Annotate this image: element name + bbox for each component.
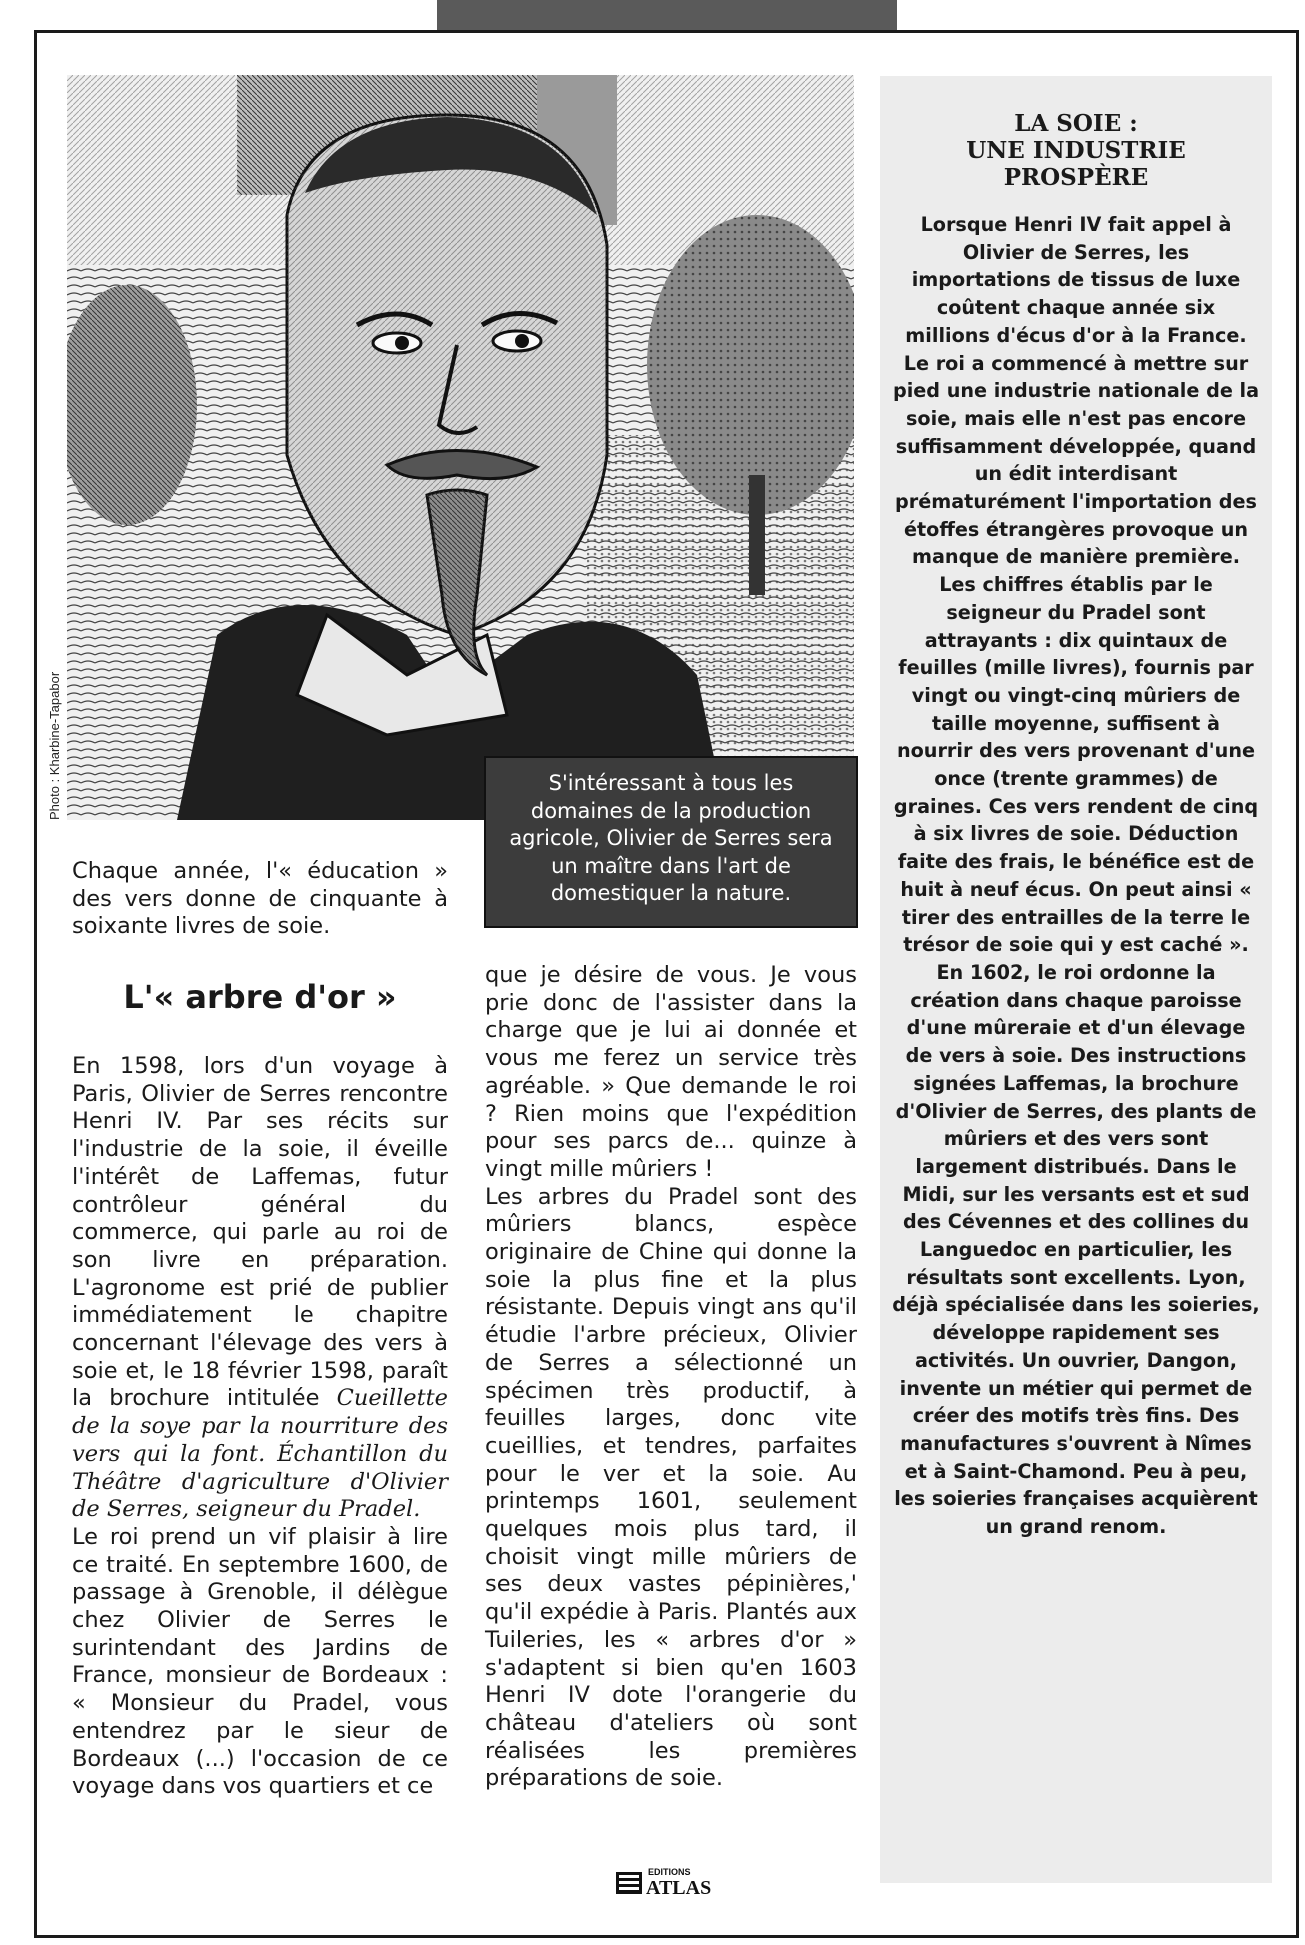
left-paragraph-1 [72,1053,448,1524]
logo-editions: EDITIONS [648,1867,691,1877]
middle-paragraph-2: Les arbres du Pradel sont des mûriers blancs, espèce originaire de Chine qui donne la soie la plus fine et la plus résistante. Depuis vingt ans qu'il étudie l'arbre précieux, Olivier de Serres a sélectionné un spécimen très productif, à feuilles larges, donc vite cueillies, et tendres, parfaites pour le ver et la soie. Au printemps 1601, seulement quelques mois plus tard, il choisit vingt mille mûriers de ses deux vastes pépinières,' qu'il expédie à Paris. Plantés aux Tuileries, les « arbres d'or » s'adaptent si bien qu'en 1603 Henri IV dote l'orangerie du château d'ateliers où sont réalisées les premières préparations de soie. [485,1183,857,1792]
section-title: L'« arbre d'or » [123,978,397,1016]
portrait-illustration [67,75,854,820]
image-caption: S'intéressant à tous les domaines de la production agricole, Olivier de Serres sera un maître dans l'art de domestiquer la nature. [484,756,858,928]
middle-paragraph-1: que je désire de vous. Je vous prie donc de l'assister dans la charge que je lui ai donnée et vous me ferez un service très agréable. » Que demande le roi ? Rien moins que l'expédition pour ses parcs de... quinze à vingt mille mûriers ! [485,962,857,1182]
left-column [72,1053,448,1801]
logo-atlas: ATLAS [646,1877,712,1896]
photo-credit: Photo : Kharbine-Tapabor [47,671,62,820]
left-paragraph-1-text: En 1598, lors d'un voyage à Paris, Olivier de Serres rencontre Henri IV. Par ses récits sur l'industrie de la soie, il éveille l'intérêt de Laffemas, futur contrôleur général du commerce, qui parle au roi de son livre en préparation. L'agronome est prié de publier immédiatement le chapitre concernant l'élevage des vers à soie et, le 18 février 1598, paraît la brochure intitulée [72,1053,448,1412]
middle-column [485,962,857,1793]
sidebar-body: Lorsque Henri IV fait appel à Olivier de Serres, les importations de tissus de luxe coûtent chaque année six millions d'écus d'or à la France. Le roi a commencé à mettre sur pied une industrie nationale de la soie, mais elle n'est pas encore suffisamment développée, quand un édit interdisant prématurément l'importation des étoffes étrangères provoque un manque de manière première. Les chiffres établis par le seigneur du Pradel sont attrayants : dix quintaux de feuilles (mille livres), fournis par vingt ou vingt-cinq mûriers de taille moyenne, suffisent à nourrir des vers provenant d'une once (trente grammes) de graines. Ces vers rendent de cinq à six livres de soie. Déduction faite des frais, le bénéfice est de huit à neuf écus. On peut ainsi « tirer des entrailles de la terre le trésor de soie qui y est caché ». En 1602, le roi ordonne la création dans chaque paroisse d'une mûreraie et d'un élevage de vers à soie. Des instructions signées Laffemas, la brochure d'Olivier de Serres, des plants de mûriers et des vers sont largement distribués. Dans le Midi, sur les versants est et sud des Cévennes et des collines du Languedoc en particulier, les résultats sont excellents. Lyon, déjà spécialisée dans les soieries, développe rapidement ses activités. Un ouvrier, Dangon, invente un métier qui permet de créer des motifs très fins. Des manufactures s'ouvrent à Nîmes et à Saint-Chamond. Peu à peu, les soieries françaises acquièrent un grand renom. [892,213,1260,1539]
book-title: Cueillette de la soye par la nourriture des vers qui la font. Échantillon du Théâtre d'agriculture d'Olivier de Serres, seigneur du Pradel. [72,1385,448,1523]
left-paragraph-2: Le roi prend un vif plaisir à lire ce traité. En septembre 1600, de passage à Grenoble, il délègue chez Olivier de Serres le surintendant des Jardins de France, monsieur de Bordeaux : « Monsieur du Pradel, vous entendrez par le sieur de Bordeaux (...) l'occasion de ce voyage dans vos quartiers et ce [72,1523,448,1800]
sidebar-title: LA SOIE : UNE INDUSTRIE PROSPÈRE [966,110,1186,191]
top-header-tab [437,0,897,30]
intro-text: Chaque année, l'« éducation » des vers donne de cinquante à soixante livres de soie. [72,858,448,940]
intro-paragraph [72,858,448,941]
publisher-logo [616,1866,734,1896]
portrait-engraving [67,75,854,820]
sidebar-box [880,76,1272,1883]
atlas-logo-icon [616,1866,734,1896]
